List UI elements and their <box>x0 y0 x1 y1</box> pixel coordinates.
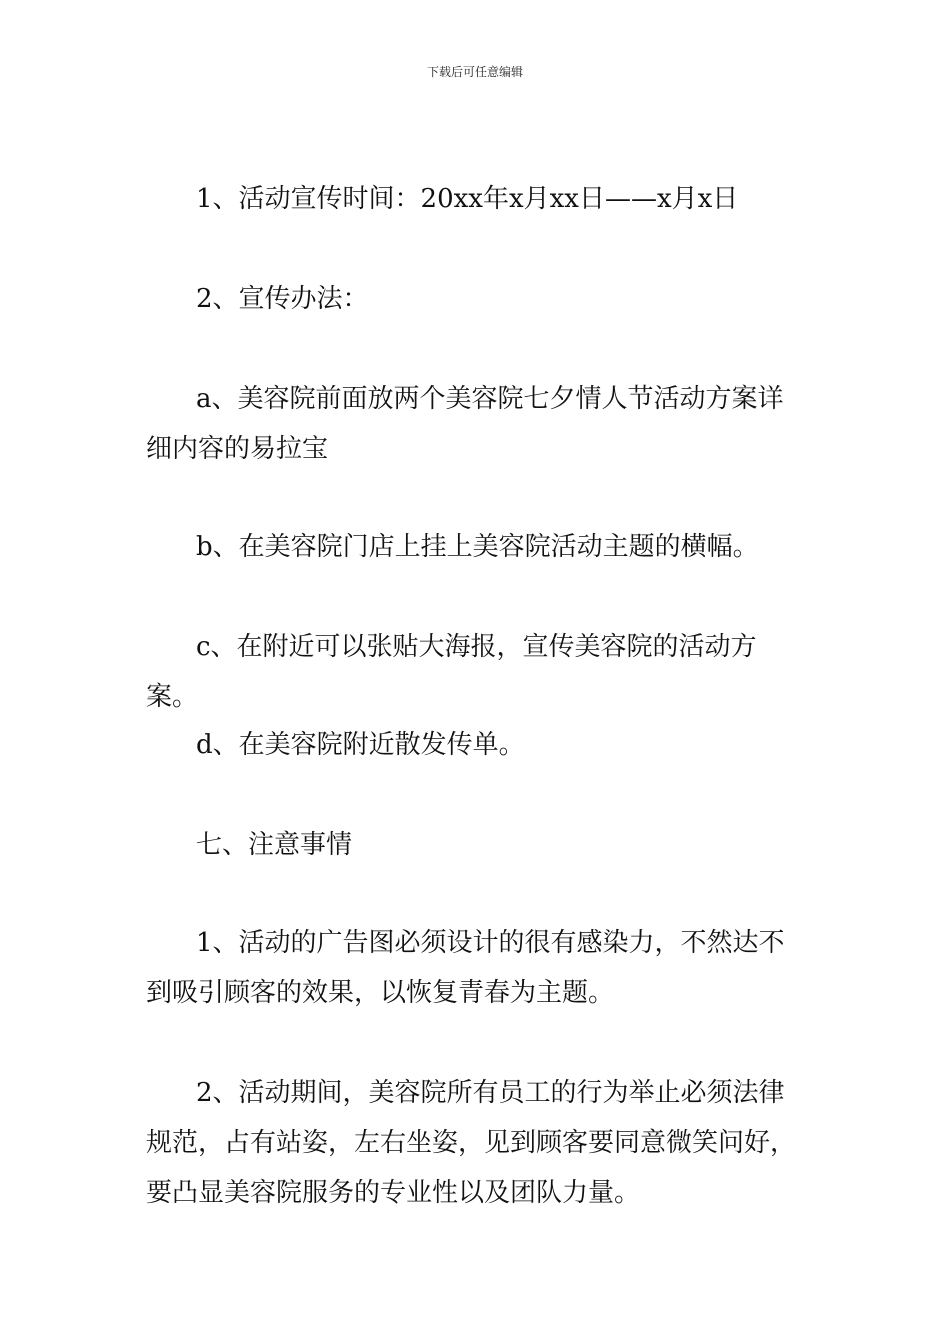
section-heading-notes: 七、注意事情 <box>196 830 353 860</box>
paragraph-item-d: d、在美容院附近散发传单。 <box>196 730 525 760</box>
paragraph-note-1: 1、活动的广告图必须设计的很有感染力，不然达不到吸引顾客的效果，以恢复青春为主题。 <box>146 928 785 1008</box>
paragraph-promo-method: 2、宣传办法： <box>196 284 369 314</box>
page-header: 下载后可任意编辑 <box>426 65 523 79</box>
paragraph-note-2: 2、活动期间，美容院所有员工的行为举止必须法律规范，占有站姿，左右坐姿，见到顾客要同意微笑问好，要凸显美容院服务的专业性以及团队力量。 <box>146 1078 797 1208</box>
paragraph-promo-time: 1、活动宣传时间：20xx年x月xx日——x月x日 <box>196 184 739 214</box>
paragraph-item-c: c、在附近可以张贴大海报，宣传美容院的活动方案。 <box>146 632 757 712</box>
paragraph-item-b: b、在美容院门店上挂上美容院活动主题的横幅。 <box>196 532 759 562</box>
paragraph-item-a: a、美容院前面放两个美容院七夕情人节活动方案详细内容的易拉宝 <box>146 384 784 464</box>
